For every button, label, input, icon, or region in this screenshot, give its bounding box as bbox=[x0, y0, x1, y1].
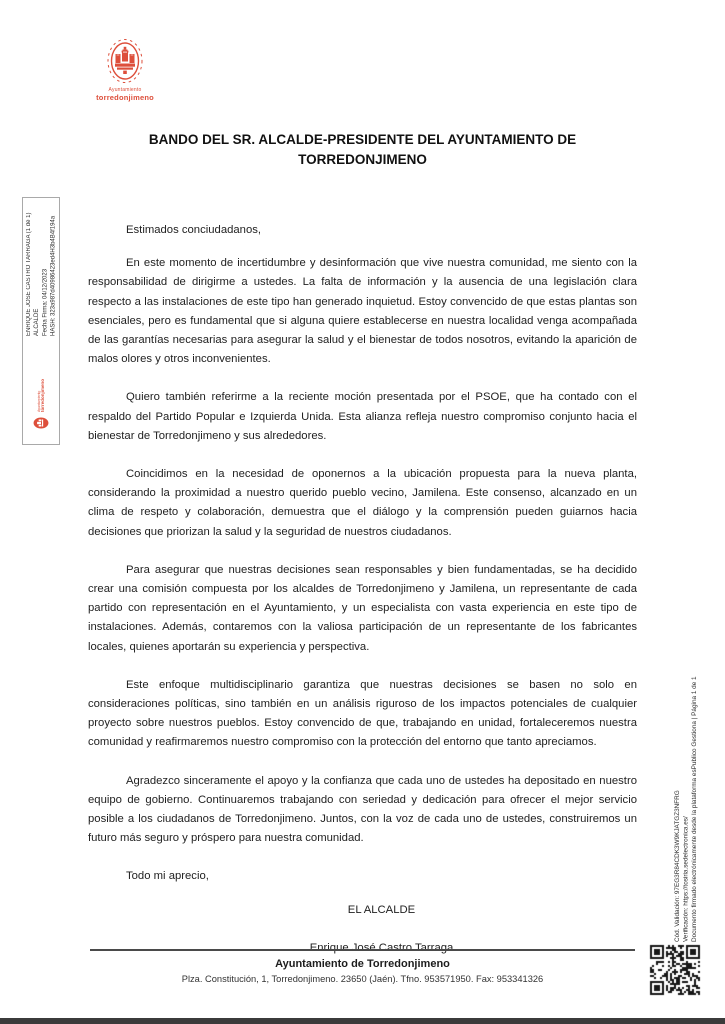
paragraph-4: Para asegurar que nuestras decisiones sean responsables y bien fundamentadas, se ha decidido crear una comisión compuesta por los alcaldes de Torredonjimeno y Jamilena, un representante de cada partido con representación en el Ayuntamiento, y un especialista con vasta experiencia en este tipo de instalaciones. Además, contaremos con la valiosa participación de un representante de los fabricantes locales, quienes aportarán su experiencia y perspectiva. bbox=[88, 563, 637, 653]
paragraph-5: Este enfoque multidisciplinario garantiza que nuestras decisiones se basen no solo en consideraciones políticas, sino también en un análisis riguroso de los impactos potenciales de cualquier proyecto sobre nuestros pueblos. Estoy convencido de que, trabajando en unidad, fortaleceremos nuestra comunidad y reafirmaremos nuestro compromiso con la protección del entorno que tanto apreciamos. bbox=[88, 678, 637, 749]
signature-name: Enrique José Castro Tarraga bbox=[309, 941, 454, 954]
footer-org-name: Ayuntamiento de Torredonjimeno bbox=[275, 958, 450, 970]
signature-stamp bbox=[22, 197, 60, 445]
validation-url: Verificación: https://tosiria.sedelectronica.es/ bbox=[682, 816, 690, 942]
crest-org-small: Ayuntamiento bbox=[108, 87, 142, 93]
salutation: Estimados conciudadanos, bbox=[126, 224, 262, 236]
page-bottom-edge bbox=[0, 1018, 725, 1024]
validation-stamp bbox=[674, 560, 700, 942]
signature-title: EL ALCALDE bbox=[347, 903, 416, 916]
municipal-crest-icon bbox=[102, 36, 148, 86]
signature-stamp-text bbox=[25, 204, 58, 336]
stamp-sign-date: Fecha Firma: 04/12/2023 bbox=[42, 268, 49, 336]
municipal-crest bbox=[94, 36, 156, 102]
crest-org-big: torredonjimeno bbox=[96, 93, 154, 102]
stamp-mini-crest bbox=[27, 356, 55, 432]
mini-crest-text: Ayuntamiento torredonjimeno bbox=[37, 378, 45, 412]
footer-rule bbox=[90, 949, 635, 951]
stamp-signer-name: ENRIQUE JOSE CASTRO TARRAGA (1 de 1) bbox=[26, 212, 32, 336]
validation-code: Cód. Validación: 97EG3R84CDK3W9KJATGZ3NFRG bbox=[674, 790, 681, 942]
paragraph-6: Agradezco sinceramente el apoyo y la confianza que cada uno de ustedes ha depositado en nuestro equipo de gobierno. Continuaremos trabajando con seriedad y dedicación para ofrecer el mejor servicio posible a los ciudadanos de Torredonjimeno. Juntos, con la voz de cada uno de ustedes, construiremos un futuro más seguro y próspero para nuestra comunidad. bbox=[88, 774, 637, 845]
mini-crest-icon bbox=[30, 414, 52, 432]
paragraph-2: Quiero también referirme a la reciente moción presentada por el PSOE, que ha contado con el respaldo del Partido Popular e Izquierda Unida. Esta alianza refleja nuestro compromiso conjunto hacia el bienestar de Torredonjimeno y sus alrededores. bbox=[88, 391, 637, 442]
paragraph-1: En este momento de incertidumbre y desinformación que vive nuestra comunidad, me siento con la responsabilidad de dirigirme a ustedes. La falta de información y la ausencia de una legislación clara respecto a las instalaciones de este tipo han generado inquietud. Estoy convencido de que estas plantas son esenciales, pero es fundamental que si alguna quiere establecerse en nuestra localidad venga acompañada de las garantías necesarias para asegurar la salud y el bienestar de todos nosotros, evitando la aparición de malos olores y otros inconvenientes. bbox=[88, 257, 637, 366]
letter-body bbox=[88, 221, 637, 977]
qr-code bbox=[649, 944, 701, 996]
document-title: BANDO DEL SR. ALCALDE-PRESIDENTE DEL AYUNTAMIENTO DE TORREDONJIMENO bbox=[148, 132, 577, 167]
stamp-hash: HASH: 323a987d40986423ed4H3b4B4f194a bbox=[50, 215, 57, 336]
paragraph-3: Coincidimos en la necesidad de oponernos a la ubicación propuesta para la nueva planta, considerando la proximidad a nuestro querido pueblo vecino, Jamilena. Este consenso, alcanzado en un clima de respeto y colaboración, demuestra que el diálogo y la comprensión pueden guiarnos hacia decisiones que priorizan la salud y la seguridad de nuestros ciudadanos. bbox=[88, 468, 637, 538]
footer-address: Plza. Constitución, 1, Torredonjimeno. 23650 (Jaén). Tfno. 953571950. Fax: 953341326 bbox=[181, 974, 544, 984]
stamp-signer-role: ALCALDE bbox=[34, 308, 41, 336]
validation-note: Documento firmado electrónicamente desde la plataforma esPublico Gestiona | Página 1 de 1 bbox=[690, 676, 698, 942]
closing: Todo mi aprecio, bbox=[126, 870, 209, 883]
